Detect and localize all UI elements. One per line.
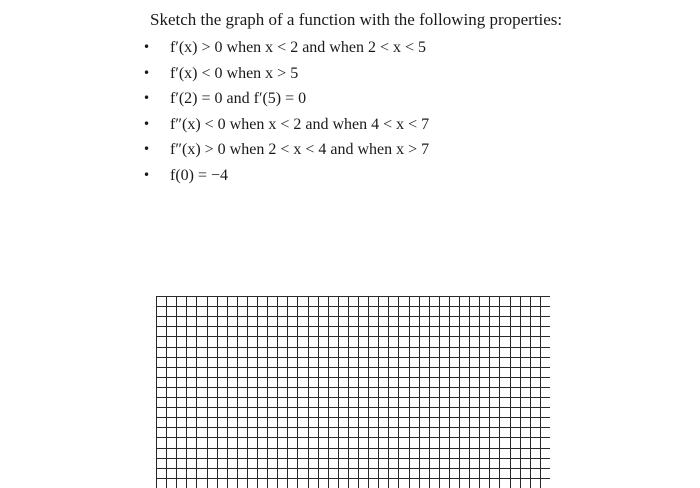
property-text: f(0) = −4 xyxy=(170,166,229,184)
bullet-icon: • xyxy=(143,91,151,105)
property-item-2 xyxy=(143,61,429,87)
grid-lines xyxy=(156,296,550,488)
property-text: f″(x) > 0 when 2 < x < 4 and when x > 7 xyxy=(170,141,430,158)
property-text: f′(x) < 0 when x > 5 xyxy=(170,64,299,82)
property-text: f′(x) > 0 when x < 2 and when 2 < x < 5 xyxy=(170,39,426,56)
bullet-icon: • xyxy=(143,116,151,131)
property-item-6 xyxy=(143,163,429,189)
property-text: f′(2) = 0 and f′(5) = 0 xyxy=(170,90,307,107)
property-item-3 xyxy=(143,86,429,112)
bullet-icon: • xyxy=(143,40,151,54)
problem-prompt: Sketch the graph of a function with the following properties: xyxy=(150,10,563,29)
bullet-icon: • xyxy=(143,167,151,182)
property-item-5 xyxy=(143,137,429,163)
property-item-4 xyxy=(143,112,429,138)
graph-paper-grid[interactable] xyxy=(156,296,550,488)
property-item-1 xyxy=(143,35,429,61)
bullet-icon: • xyxy=(143,142,151,156)
property-text: f″(x) < 0 when x < 2 and when 4 < x < 7 xyxy=(170,115,430,133)
bullet-icon: • xyxy=(143,65,151,80)
property-list xyxy=(143,35,429,188)
